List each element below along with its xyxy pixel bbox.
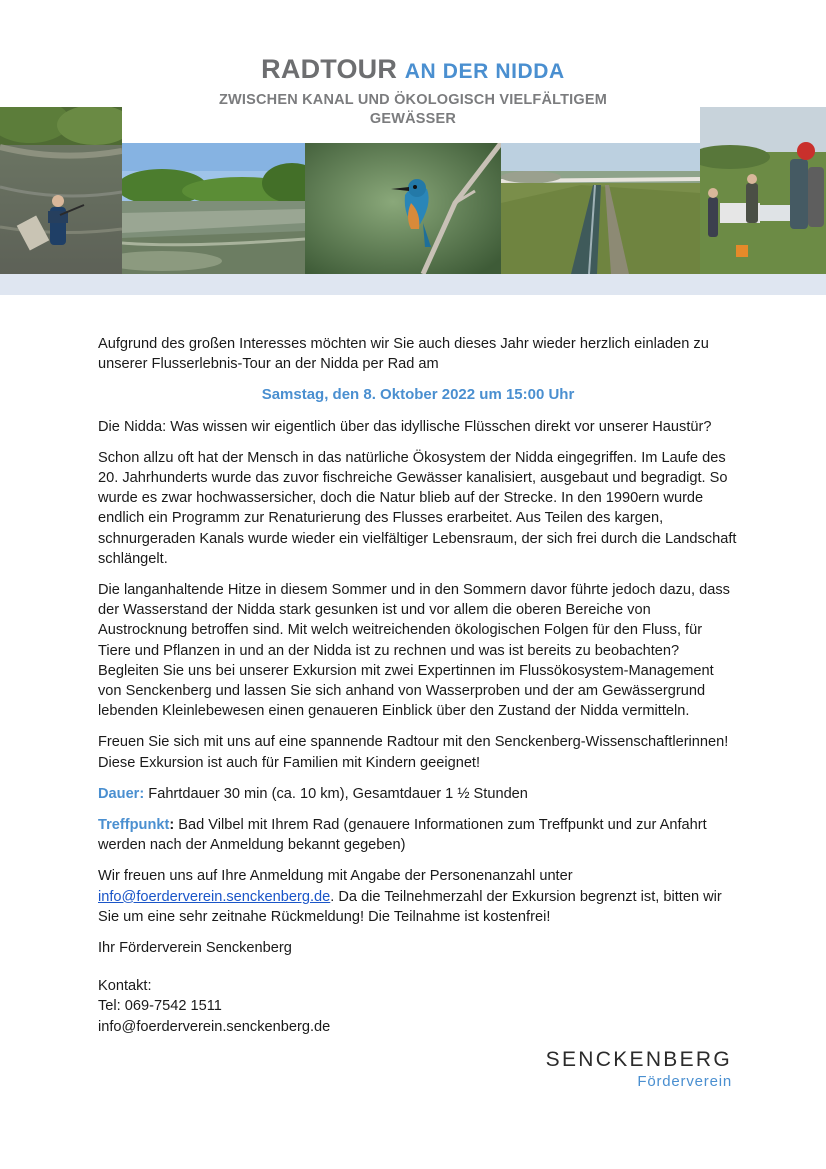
paragraph-drought: Die langanhaltende Hitze in diesem Sommer und in den Sommern davor führte jedoch dazu, dass der Wasserstand der Nidda stark gesunken ist und vor allem die oberen Bereiche von Austrocknung betroffen sind. Mit welch weitreichenden ökologischen Folgen für den Fluss, für Tiere und Pflanzen in und an der Nidda ist zu rechnen und was ist bereits zu beobachten? Begleiten Sie uns bei unserer Exkursion mit zwei Expertinnen im Flussökosystem-Management von Senckenberg und lassen Sie sich anhand von Wasserproben und der am Gewässergrund lebenden Kleinlebewesen einen genaueren Einblick über den Zustand der Nidda vermitteln. [98, 582, 730, 720]
duration-label: Dauer: [98, 785, 145, 802]
contact-phone: Tel: 069-7542 1511 [98, 998, 222, 1015]
signoff: Ihr Förderverein Senckenberg [98, 940, 292, 957]
kingfisher-bird-photo [305, 143, 501, 274]
intro-paragraph: Aufgrund des großen Interesses möchten wir Sie auch dieses Jahr wieder herzlich einladen zu unserer Flusserlebnis-Tour an der Nidda per Rad am [98, 336, 709, 373]
subtitle-line-2: GEWÄSSER [369, 111, 457, 127]
photo-strip-band [0, 274, 826, 295]
canal-aerial-photo [501, 143, 700, 274]
registration-text-pre: Wir freuen uns auf Ihre Anmeldung mit Angabe der Personenanzahl unter [98, 868, 573, 885]
page-title [0, 52, 826, 89]
senckenberg-logo [528, 1048, 732, 1092]
duration-info [98, 784, 738, 804]
logo-subtitle: Förderverein [637, 1073, 732, 1090]
paragraph-history: Schon allzu oft hat der Mensch in das natürliche Ökosystem der Nidda eingegriffen. Im Laufe des 20. Jahrhunderts wurde das zuvor fischreiche Gewässer kanalisiert, ausgebaut und begradigt. So wurde es zwar hochwassersicher, doch die Natur blieb auf der Strecke. In den 1990ern wurde endlich ein Programm zur Renaturierung des Flusses erarbeitet. Aus Teilen des kargen, schnurgeraden Kanals wurde wieder ein vielfältiger Lebensraum, der sich frei durch die Landschaft schlängelt. [98, 449, 737, 567]
registration-email-link[interactable]: info@foerderverein.senckenberg.de [98, 888, 331, 905]
registration-text-post: . Da die Teilnehmerzahl der Exkursion begrenzt ist, bitten wir Sie um eine sehr zeitnahe Rückmeldung! Die Teilnahme ist kostenfrei! [98, 888, 722, 925]
river-landscape-photo [122, 143, 305, 274]
meeting-point-info [98, 815, 738, 855]
scientists-sampling-photo [700, 107, 826, 274]
person-wading-in-river-photo [0, 107, 122, 274]
invitation-body [98, 334, 738, 1037]
contact-email: info@foerderverein.senckenberg.de [98, 1018, 331, 1035]
contact-heading: Kontakt: [98, 978, 152, 995]
registration-paragraph [98, 866, 738, 927]
paragraph-nidda-question: Die Nidda: Was wissen wir eigentlich über das idyllische Flüsschen direkt vor unserer Haustür? [98, 418, 712, 435]
paragraph-radtour: Freuen Sie sich mit uns auf eine spannende Radtour mit den Senckenberg-Wissenschaftlerinnen! Diese Exkursion ist auch für Familien mit Kindern geeignet! [98, 734, 729, 771]
event-date: Samstag, den 8. Oktober 2022 um 15:00 Uhr [261, 386, 575, 404]
contact-block [98, 976, 738, 1037]
title-main: RADTOUR [261, 54, 398, 84]
logo-name: SENCKENBERG [545, 1048, 732, 1071]
subtitle-line-1: ZWISCHEN KANAL UND ÖKOLOGISCH VIELFÄLTIGEM [218, 92, 608, 108]
meeting-point-label: Treffpunkt [98, 817, 170, 834]
meeting-point-text: Bad Vilbel mit Ihrem Rad (genauere Informationen zum Treffpunkt und zur Anfahrt werden nach der Anmeldung bekannt gegeben) [98, 817, 707, 854]
title-accent: AN DER NIDDA [404, 60, 565, 83]
duration-text: Fahrtdauer 30 min (ca. 10 km), Gesamtdauer 1 ½ Stunden [144, 785, 528, 802]
meeting-point-colon: : [169, 817, 175, 834]
